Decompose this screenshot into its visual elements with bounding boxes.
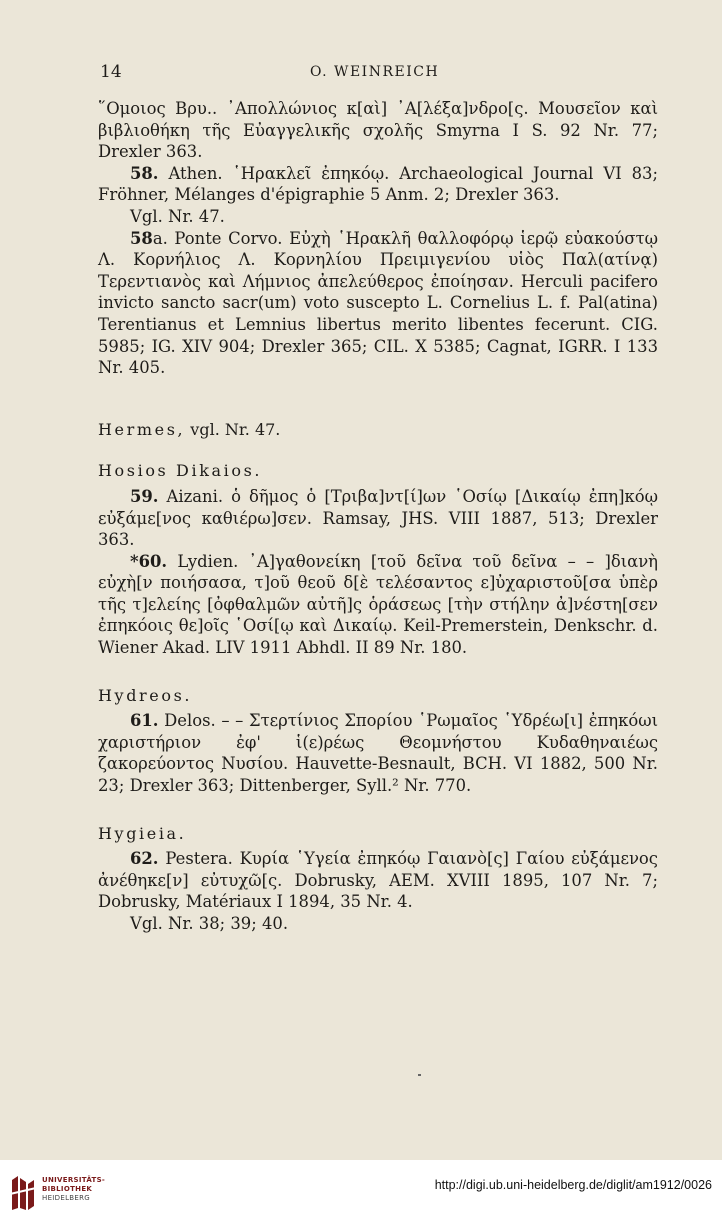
section-title: Hosios Dikaios. <box>98 461 263 481</box>
entry-number: *60. <box>130 551 168 571</box>
section-heading-hosios <box>98 460 658 482</box>
entry-continuation <box>98 98 658 163</box>
entry-number: 58 <box>130 228 153 248</box>
entry-text: Ponte Corvo. Εὐχὴ ῾Ηρακλῆ θαλλοφόρῳ ἱερῷ εὐακούστῳ Λ. Κορνήλιος Λ. Κορνηλίου Πρειμιγενίου υἱὸς Παλ(ατίνᾳ) Τερεντιανὸς καὶ Λήμνιος ἀπελεύθερος ἐποίησαν. Herculi pacifero invicto sancto sacr(um) voto suscepto L. Cornelius L. f. Pal(atina) Terentianus et Lemnius libertus merito libentes fecerunt. CIG. 5985; IG. XIV 904; Drexler 365; CIL. X 5385; Cagnat, IGRR. I 133 Nr. 405. <box>98 228 658 378</box>
entry-61 <box>98 710 658 796</box>
cross-reference: Vgl. Nr. 38; 39; 40. <box>130 914 289 933</box>
entry-59 <box>98 486 658 551</box>
section-title: Hermes, <box>98 419 186 439</box>
entry-62 <box>98 848 658 913</box>
digitization-footer <box>0 1160 722 1224</box>
library-name-line: BIBLIOTHEK <box>42 1185 93 1193</box>
entry-text: Athen. ῾Ηρακλεῖ ἐπηκόῳ. Archaeological Journal VI 83; Fröhner, Mélanges d'épigraphie 5 Anm. 2; Drexler 363. <box>98 163 658 205</box>
running-head: O. WEINREICH <box>310 64 440 80</box>
entry-62-vgl <box>98 913 658 935</box>
library-name-line: HEIDELBERG <box>42 1194 90 1202</box>
entry-number: 58. <box>130 163 159 183</box>
section-title: Hydreos. <box>98 685 193 705</box>
entry-60 <box>98 551 658 659</box>
source-url-link[interactable]: http://digi.ub.uni-heidelberg.de/diglit/am1912/0026 <box>434 1178 712 1192</box>
section-title: Hygieia. <box>98 823 187 843</box>
entry-number: 62. <box>130 849 159 869</box>
entry-text: Lydien. ᾿Α]γαθονείκη [τοῦ δεῖνα τοῦ δεῖνα – – ]διανὴ εὐχὴ[ν ποιήσασα, τ]οῦ θεοῦ δ[ὲ τελέσαντος ε]ὐχαριστοῦ[σα ὑπὲρ τῆς τ]ελείης [ὀφθαλμῶν αὐτῆ]ς ὁράσεως [τὴν στήλην ἀ]νέστη[σεν ἐπηκόοις θε]οῖς ῾Οσί[ῳ καὶ Δικαίῳ. Keil-Premerstein, Denkschr. d. Wiener Akad. LIV 1911 Abhdl. II 89 Nr. 180. <box>98 551 658 658</box>
page-body <box>98 98 658 935</box>
print-speck <box>418 1074 421 1076</box>
entry-58a <box>98 228 658 379</box>
entry-number: 59. <box>130 486 159 506</box>
entry-text: Pestera. Κυρία ῾Υγεία ἐπηκόῳ Γαιανὸ[ς] Γαίου εὐξάμενος ἀνέθηκε[ν] εὐτυχῶ[ς. Dobrusky, ΑΕΜ. XVIII 1895, 107 Nr. 7; Dobrusky, Matériaux I 1894, 35 Nr. 4. <box>98 849 658 912</box>
entry-number: 61. <box>130 711 159 731</box>
section-heading-hygieia <box>98 823 658 845</box>
library-name <box>42 1176 105 1203</box>
entry-text: ῞Ομοιος Βρυ.. ᾿Απολλώνιος κ[αὶ] ᾿Α[λέξα]νδρο[ς. Μουσεῖον καὶ βιβλιοθήκη τῆς Εὐαγγελικῆς σχολῆς Smyrna I S. 92 Nr. 77; Drexler 363. <box>98 99 658 162</box>
page-number: 14 <box>100 62 122 82</box>
cross-reference: Vgl. Nr. 47. <box>130 206 225 226</box>
entry-58 <box>98 163 658 206</box>
page-header <box>100 62 660 88</box>
entry-text: Aizani. ὁ δῆμος ὁ [Τριβα]ντ[ί]ων ῾Οσίῳ [Δικαίῳ ἐπη]κόῳ εὐξάμε[νος καθιέρω]σεν. Ramsay, JHS. VIII 1887, 513; Drexler 363. <box>98 486 658 550</box>
section-heading-hermes <box>98 419 658 441</box>
section-note: vgl. Nr. 47. <box>185 419 281 439</box>
section-heading-hydreos <box>98 685 658 707</box>
library-name-line: UNIVERSITÄTS- <box>42 1176 106 1184</box>
entry-58-vgl <box>98 206 658 228</box>
entry-text: Delos. – – Στερτίνιος Σπορίου ῾Ρωμαῖος ῾Υδρέω[ι] ἐπηκόωι χαριστήριον ἐφ' ἱ(ε)ρέως Θεομνήστου Κυδαθηναιέως ζακορεύοντος Νυσίου. Hauvette-Besnault, BCH. VI 1882, 500 Nr. 23; Drexler 363; Dittenberger, Syll.² Nr. 770. <box>98 711 658 796</box>
university-library-logo-icon <box>8 1174 38 1212</box>
entry-number-suffix: a. <box>152 228 168 248</box>
